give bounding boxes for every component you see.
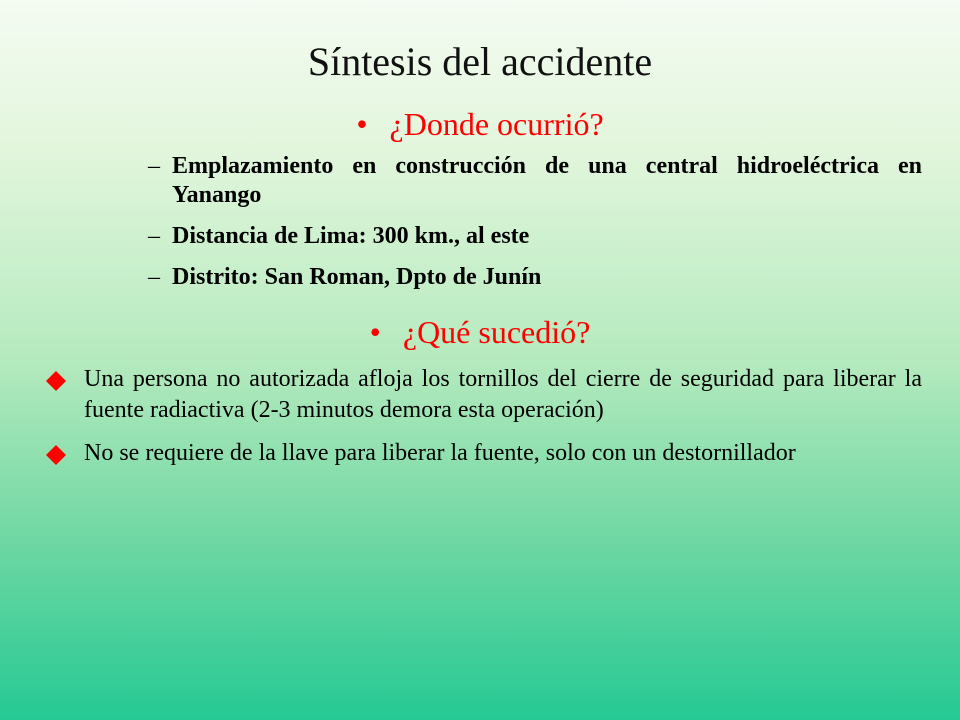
what-item xyxy=(44,438,922,469)
dash-marker: – xyxy=(148,223,160,249)
question-what xyxy=(0,312,960,352)
question-what-text: ¿Qué sucedió? xyxy=(402,314,591,350)
where-item xyxy=(148,222,922,251)
where-list xyxy=(148,152,922,304)
question-where-text: ¿Donde ocurrió? xyxy=(389,106,604,142)
dash-marker: – xyxy=(148,264,160,290)
where-item xyxy=(148,152,922,210)
slide-title: Síntesis del accidente xyxy=(307,39,653,84)
what-item-text: No se requiere de la llave para liberar la fuente, solo con un destornillador xyxy=(84,440,796,466)
diamond-icon xyxy=(46,371,66,391)
bullet-dot: • xyxy=(356,106,368,142)
what-list xyxy=(44,364,922,481)
dash-marker: – xyxy=(148,153,160,179)
diamond-icon xyxy=(46,445,66,465)
where-item-text: Distancia de Lima: 300 km., al este xyxy=(172,223,530,249)
what-item-text: Una persona no autorizada afloja los tornillos del cierre de seguridad para liberar la fuente radiactiva (2-3 minutos demora esta operación) xyxy=(84,366,922,423)
where-item-text: Distrito: San Roman, Dpto de Junín xyxy=(172,264,542,290)
bullet-dot: • xyxy=(369,314,381,350)
where-item-text: Emplazamiento en construcción de una central hidroeléctrica en Yanango xyxy=(172,153,922,208)
what-item xyxy=(44,364,922,426)
where-item xyxy=(148,263,922,292)
question-where xyxy=(0,104,960,144)
